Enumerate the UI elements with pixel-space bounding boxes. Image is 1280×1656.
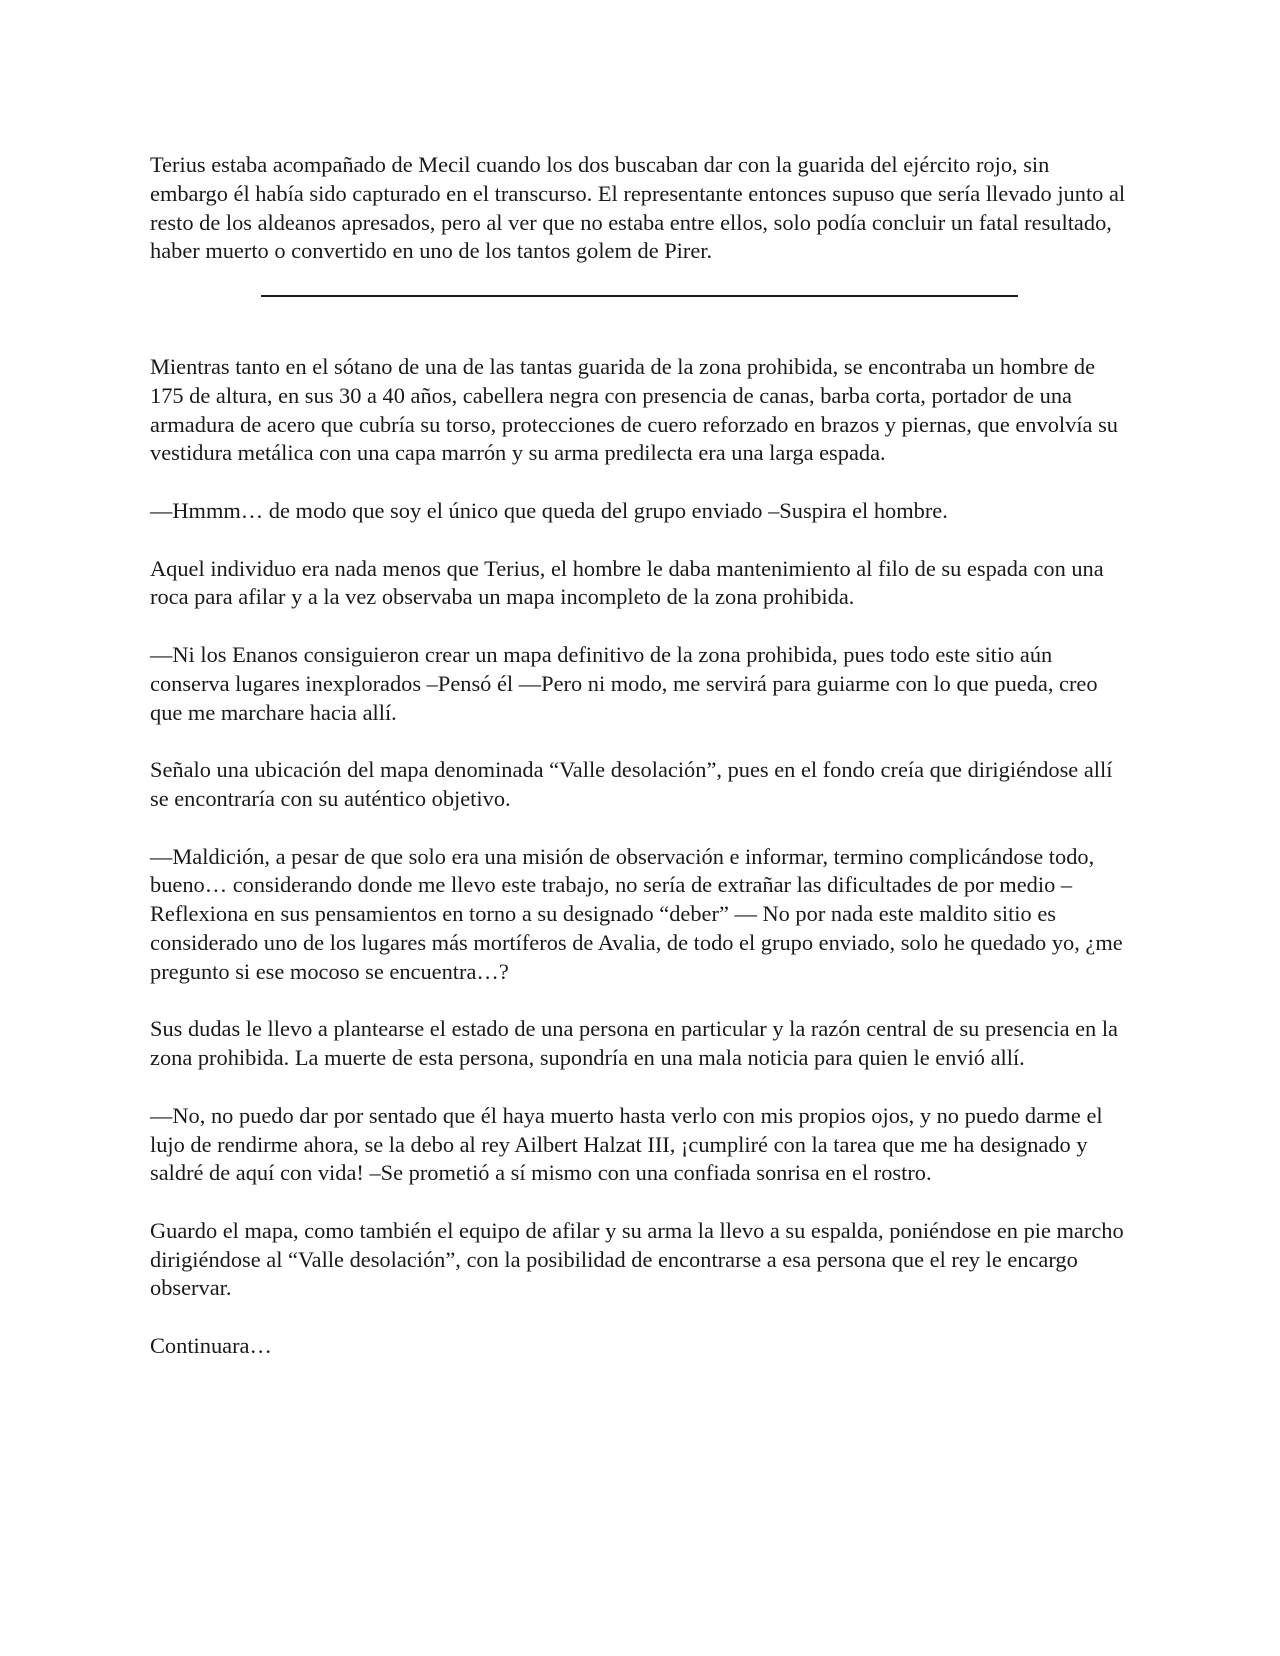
paragraph: —No, no puedo dar por sentado que él haya muerto hasta verlo con mis propios ojos, y no puedo darme el lujo de rendirme ahora, se la debo al rey Ailbert Halzat III, ¡cumpliré con la tarea que me ha designado y saldré de aquí con vida! –Se prometió a sí mismo con una confiada sonrisa en el rostro. xyxy=(150,1102,1103,1186)
paragraph: Señalo una ubicación del mapa denominada “Valle desolación”, pues en el fondo creía que dirigiéndose allí se encontraría con su auténtico objetivo. xyxy=(150,757,1113,811)
paragraph: Mientras tanto en el sótano de una de las tantas guarida de la zona prohibida, se encontraba un hombre de 175 de altura, en sus 30 a 40 años, cabellera negra con presencia de canas, barba corta, portador de una armadura de acero que cubría su torso, protecciones de cuero reforzado en brazos y piernas, que envolvía su vestidura metálica con una capa marrón y su arma predilecta era una larga espada. xyxy=(150,353,1118,466)
paragraph: Guardo el mapa, como también el equipo de afilar y su arma la llevo a su espalda, poniéndose en pie marcho dirigiéndose al “Valle desolación”, con la posibilidad de encontrarse a esa persona que el rey le encargo observar. xyxy=(150,1217,1124,1301)
document-body xyxy=(150,151,1130,1390)
paragraph: Aquel individuo era nada menos que Terius, el hombre le daba mantenimiento al filo de su espada con una roca para afilar y a la vez observaba un mapa incompleto de la zona prohibida. xyxy=(150,555,1104,610)
paragraph: —Ni los Enanos consiguieron crear un mapa definitivo de la zona prohibida, pues todo este sitio aún conserva lugares inexplorados –Pensó él —Pero ni modo, me servirá para guiarme con lo que pueda, creo que me marchare hacia allí. xyxy=(150,641,1098,725)
paragraph: Sus dudas le llevo a plantearse el estado de una persona en particular y la razón central de su presencia en la zona prohibida. La muerte de esta persona, supondría en una mala noticia para quien le envió allí. xyxy=(150,1016,1118,1071)
paragraph: —Hmmm… de modo que soy el único que queda del grupo enviado –Suspira el hombre. xyxy=(150,497,948,523)
closing-line: Continuara… xyxy=(150,1333,272,1359)
paragraph: Terius estaba acompañado de Mecil cuando los dos buscaban dar con la guarida del ejército rojo, sin embargo él había sido capturado en el transcurso. El representante entonces supuso que sería llevado junto al resto de los aldeanos apresados, pero al ver que no estaba entre ellos, solo podía concluir un fatal resultado, haber muerto o convertido en uno de los tantos golem de Pirer. xyxy=(150,152,1126,264)
paragraph: —Maldición, a pesar de que solo era una misión de observación e informar, termino complicándose todo, bueno… considerando donde me llevo este trabajo, no sería de extrañar las dificultades de por medio –Reflexiona en sus pensamientos en torno a su designado “deber” — No por nada este maldito sitio es considerado uno de los lugares más mortíferos de Avalia, de todo el grupo enviado, solo he quedado yo, ¿me pregunto si ese mocoso se encuentra…? xyxy=(150,843,1123,984)
section-divider xyxy=(261,295,1018,297)
